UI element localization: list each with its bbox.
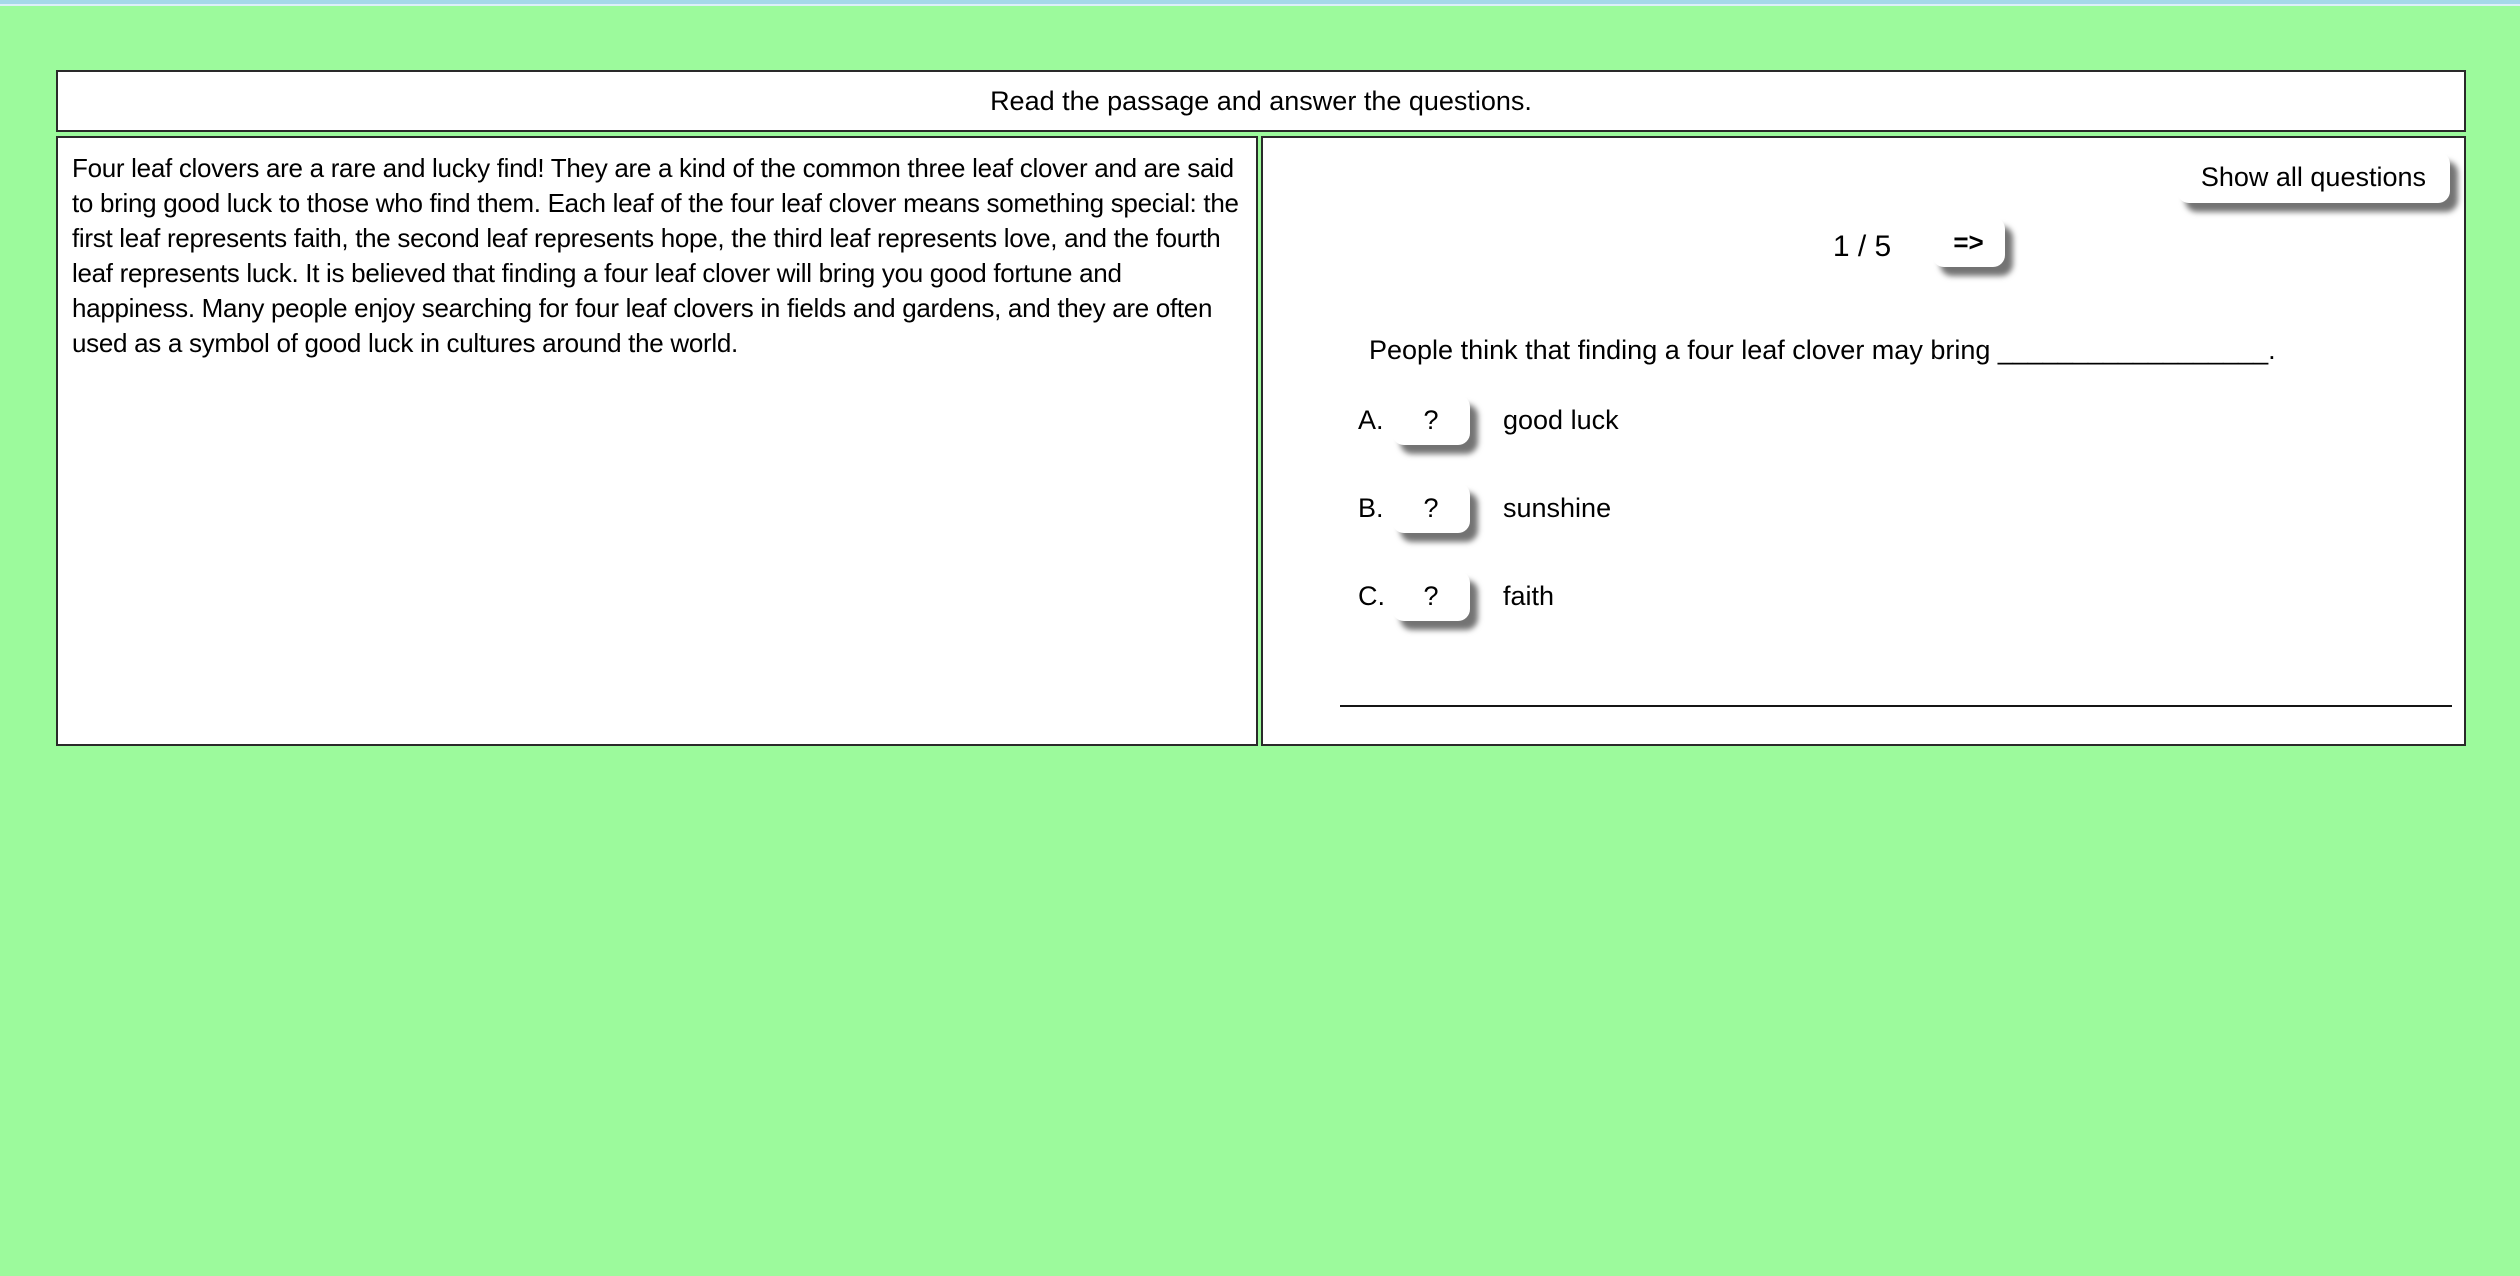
question-text: People think that finding a four leaf clover may bring __________________. [1369,335,2276,365]
option-letter-a: A. [1358,404,1384,435]
option-letter-b: B. [1358,492,1384,523]
instruction-banner [56,70,2466,132]
option-row-b [1358,482,1611,534]
passage-panel [56,136,1258,746]
option-row-c [1358,570,1554,622]
show-all-questions-button[interactable]: Show all questions [2177,152,2450,203]
question-divider [1340,705,2452,707]
answer-reveal-button-c[interactable]: ? [1392,571,1470,621]
answer-reveal-button-a[interactable]: ? [1392,395,1470,445]
option-row-a [1358,394,1619,446]
top-strip [0,0,2520,6]
option-label-a: good luck [1503,404,1619,435]
question-progress: 1 / 5 [1832,230,1892,263]
answer-reveal-button-b[interactable]: ? [1392,483,1470,533]
option-label-c: faith [1503,580,1555,611]
next-question-button[interactable]: => [1932,217,2005,267]
instruction-text: Read the passage and answer the questions. [990,85,1532,116]
option-letter-c: C. [1358,580,1385,611]
quiz-panel [1261,136,2466,746]
option-label-b: sunshine [1503,492,1612,523]
passage-text: Four leaf clovers are a rare and lucky find! They are a kind of the common three leaf clover and are said to bring good luck to those who find them. Each leaf of the four leaf clover means something special: the first leaf represents faith, the second leaf represents hope, the third leaf represents love, and the fourth leaf represents luck. It is believed that finding a four leaf clover will bring you good fortune and happiness. Many people enjoy searching for four leaf clovers in fields and gardens, and they are often used as a symbol of good luck in cultures around the world. [72,153,1239,358]
